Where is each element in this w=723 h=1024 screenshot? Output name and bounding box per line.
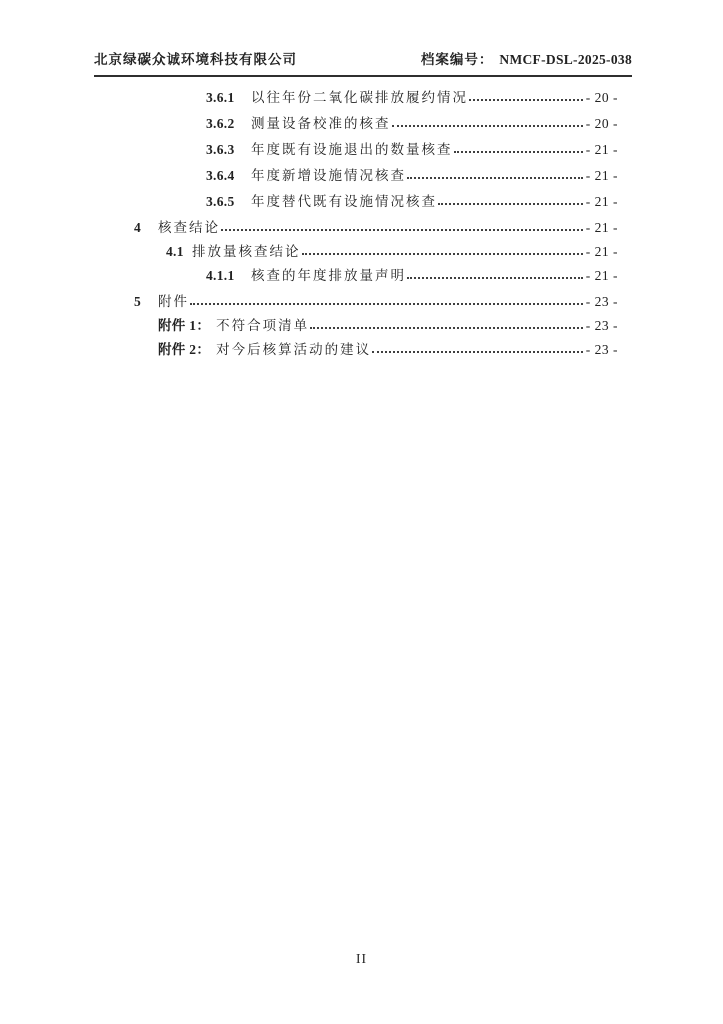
toc-entry-number: 3.6.2 bbox=[206, 116, 235, 131]
toc-entry-title: 附件 bbox=[158, 294, 189, 309]
toc-entry-page: - 20 - bbox=[585, 90, 618, 105]
toc-entry[interactable] bbox=[94, 112, 618, 138]
toc-entry-title: 对今后核算活动的建议 bbox=[216, 342, 372, 357]
toc-list bbox=[94, 86, 618, 362]
toc-entry-title: 年度既有设施退出的数量核查 bbox=[251, 142, 453, 157]
toc-entry[interactable] bbox=[94, 290, 618, 314]
toc-dot-leader bbox=[310, 327, 583, 329]
toc-entry-page: - 20 - bbox=[585, 116, 618, 131]
toc-entry[interactable] bbox=[94, 216, 618, 240]
header-doc-number bbox=[421, 48, 632, 68]
toc-dot-leader bbox=[407, 277, 583, 279]
toc-dot-leader bbox=[407, 177, 583, 179]
toc-entry[interactable] bbox=[94, 338, 618, 362]
toc-entry-title: 以往年份二氧化碳排放履约情况 bbox=[251, 90, 468, 105]
doc-number-value: NMCF-DSL-2025-038 bbox=[499, 52, 632, 67]
toc-entry-number: 5 bbox=[134, 294, 142, 309]
toc-entry-page: - 21 - bbox=[585, 244, 618, 259]
page-footer bbox=[0, 951, 723, 967]
toc-entry-page: - 21 - bbox=[585, 194, 618, 209]
toc-entry-page: - 21 - bbox=[585, 168, 618, 183]
toc-dot-leader bbox=[221, 229, 583, 231]
toc-entry[interactable] bbox=[94, 138, 618, 164]
toc-entry-number: 3.6.3 bbox=[206, 142, 235, 157]
toc-dot-leader bbox=[372, 351, 583, 353]
toc-entry-number: 3.6.1 bbox=[206, 90, 235, 105]
toc-entry[interactable] bbox=[94, 264, 618, 290]
toc-entry-title: 排放量核查结论 bbox=[192, 244, 301, 259]
toc-entry-title: 年度替代既有设施情况核查 bbox=[251, 194, 437, 209]
toc-entry-page: - 21 - bbox=[585, 220, 618, 235]
toc-dot-leader bbox=[302, 253, 583, 255]
toc-entry-number: 3.6.4 bbox=[206, 168, 235, 183]
footer-page-number: II bbox=[356, 951, 367, 966]
toc-dot-leader bbox=[392, 125, 583, 127]
toc-entry-title: 不符合项清单 bbox=[216, 318, 310, 333]
toc-dot-leader bbox=[190, 303, 583, 305]
header-company-name: 北京绿碳众诚环境科技有限公司 bbox=[94, 52, 297, 67]
toc-entry-page: - 21 - bbox=[585, 142, 618, 157]
toc-entry[interactable] bbox=[94, 314, 618, 338]
doc-number-label: 档案编号： bbox=[420, 52, 494, 67]
toc-entry-title: 测量设备校准的核查 bbox=[251, 116, 391, 131]
toc-entry-page: - 23 - bbox=[585, 342, 618, 357]
toc-entry-number: 4.1.1 bbox=[206, 268, 235, 283]
toc-dot-leader bbox=[469, 99, 583, 101]
toc-entry-number: 3.6.5 bbox=[206, 194, 235, 209]
toc-entry-page: - 23 - bbox=[585, 318, 618, 333]
toc-entry[interactable] bbox=[94, 190, 618, 216]
toc-entry-number: 4 bbox=[134, 220, 142, 235]
toc-entry-title: 核查的年度排放量声明 bbox=[251, 268, 406, 283]
toc-entry-page: - 23 - bbox=[585, 294, 618, 309]
page-header bbox=[94, 48, 632, 77]
toc-entry[interactable] bbox=[94, 86, 618, 112]
toc-entry-number: 附件 2： bbox=[158, 342, 211, 357]
toc-entry[interactable] bbox=[94, 240, 618, 264]
toc-entry-page: - 21 - bbox=[585, 268, 618, 283]
toc-dot-leader bbox=[438, 203, 583, 205]
toc-dot-leader bbox=[454, 151, 583, 153]
toc-entry-number: 附件 1： bbox=[158, 318, 211, 333]
toc-entry-number: 4.1 bbox=[166, 244, 184, 259]
toc-entry-title: 核查结论 bbox=[158, 220, 220, 235]
toc-entry[interactable] bbox=[94, 164, 618, 190]
toc-entry-title: 年度新增设施情况核查 bbox=[251, 168, 406, 183]
